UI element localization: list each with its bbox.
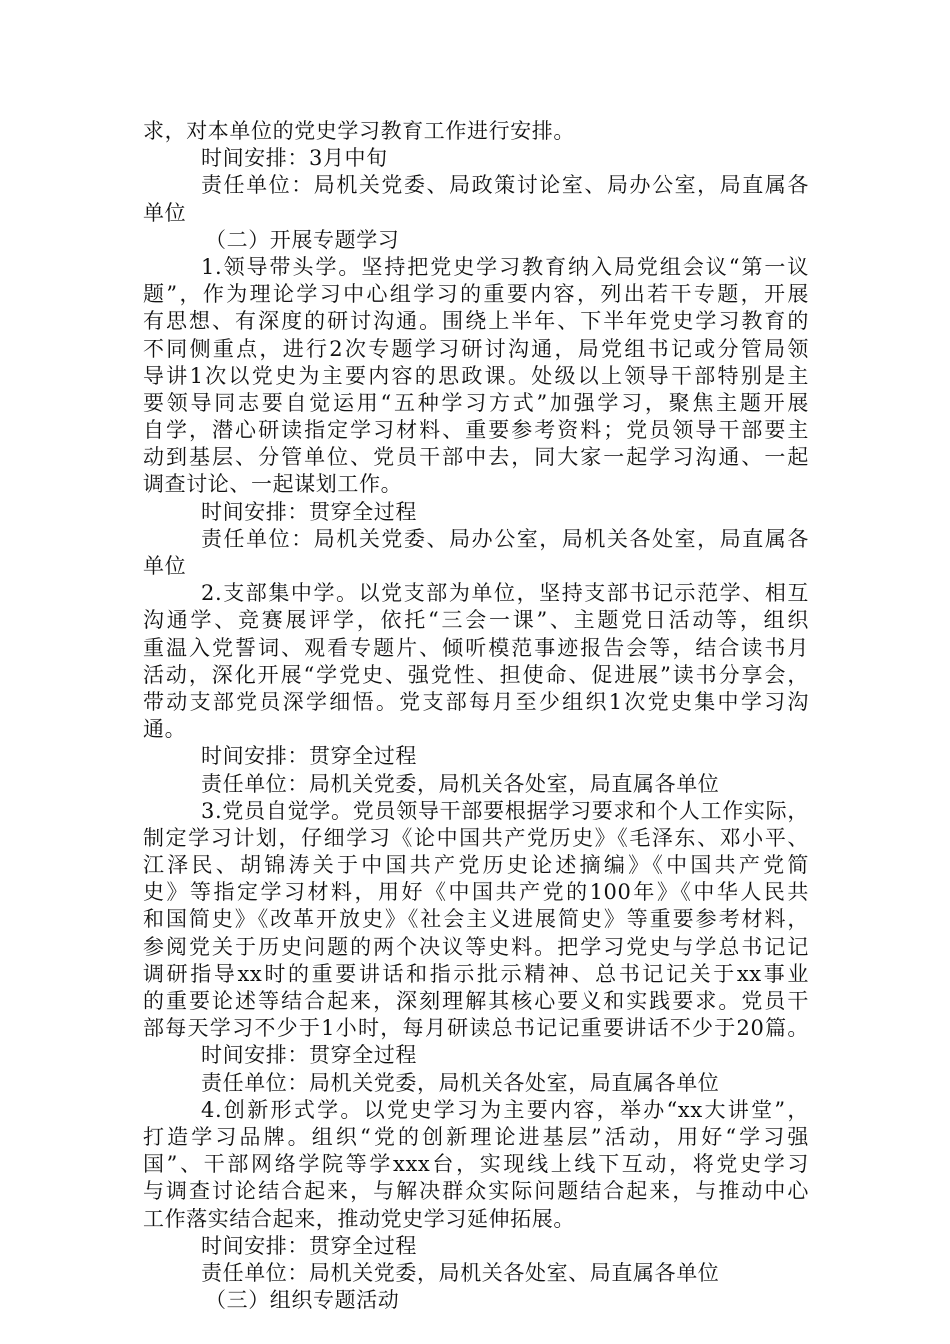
text-line: （三）组织专题活动 (205, 1288, 400, 1313)
text-line: 史》等指定学习材料，用好《中国共产党的100年》《中华人民共 (143, 880, 809, 905)
text-line: 参阅党关于历史问题的两个决议等史料。把学习党史与学总书记记 (143, 934, 809, 959)
text-line: 部每天学习不少于1小时，每月研读总书记记重要讲话不少于20篇。 (143, 1016, 809, 1041)
text-line: 责任单位：局机关党委，局机关各处室，局直属各单位 (201, 1070, 720, 1095)
text-line: 题”，作为理论学习中心组学习的重要内容，列出若干专题，开展 (143, 282, 809, 307)
document-page (143, 118, 809, 1314)
text-line: 打造学习品牌。组织“党的创新理论进基层”活动，用好“学习强 (143, 1124, 809, 1149)
text-line: 国”、干部网络学院等学xxx台，实现线上线下互动，将党史学习 (143, 1152, 809, 1177)
text-line: 与调查讨论结合起来，与解决群众实际问题结合起来，与推动中心 (143, 1179, 809, 1204)
text-line: 江泽民、胡锦涛关于中国共产党历史论述摘编》《中国共产党简 (143, 853, 809, 878)
text-line: 责任单位：局机关党委，局机关各处室、局直属各单位 (201, 1260, 720, 1285)
text-line: 带动支部党员深学细悟。党支部每月至少组织1次党史集中学习沟 (143, 689, 809, 714)
text-line: 导讲1次以党史为主要内容的思政课。处级以上领导干部特别是主 (143, 363, 809, 388)
text-line: 和国简史》《改革开放史》《社会主义进展简史》等重要参考材料， (143, 907, 809, 932)
text-line: 时间安排：3月中旬 (201, 146, 388, 171)
text-line: 责任单位：局机关党委、局政策讨论室、局办公室，局直属各 (201, 173, 809, 198)
text-line: 单位 (143, 200, 187, 225)
text-line: 通。 (143, 717, 187, 742)
text-line: 工作落实结合起来，推动党史学习延伸拓展。 (143, 1206, 575, 1231)
text-line: 责任单位：局机关党委、局办公室，局机关各处室，局直属各 (201, 526, 809, 551)
text-line: 制定学习计划，仔细学习《论中国共产党历史》《毛泽东、邓小平、 (143, 825, 809, 850)
text-line: 重温入党誓词、观看专题片、倾听模范事迹报告会等，结合读书月 (143, 635, 809, 660)
text-line: 时间安排：贯穿全过程 (201, 744, 417, 769)
text-line: 自学，潜心研读指定学习材料、重要参考资料；党员领导干部要主 (143, 418, 809, 443)
text-line: 1.领导带头学。坚持把党史学习教育纳入局党组会议“第一议 (201, 254, 809, 279)
text-line: 动到基层、分管单位、党员干部中去，同大家一起学习沟通、一起 (143, 445, 809, 470)
text-line: 有思想、有深度的研讨沟通。围绕上半年、下半年党史学习教育的 (143, 309, 809, 334)
text-line: 沟通学、竞赛展评学，依托“三会一课”、主题党日活动等，组织 (143, 608, 809, 633)
text-line: 4.创新形式学。以党史学习为主要内容，举办“xx大讲堂”， (201, 1097, 809, 1122)
text-line: 责任单位：局机关党委，局机关各处室，局直属各单位 (201, 771, 720, 796)
text-line: 时间安排：贯穿全过程 (201, 1233, 417, 1258)
text-line: 3.党员自觉学。党员领导干部要根据学习要求和个人工作实际， (201, 798, 809, 823)
text-line: 的重要论述等结合起来，深刻理解其核心要义和实践要求。党员干 (143, 989, 809, 1013)
text-line: 求，对本单位的党史学习教育工作进行安排。 (143, 119, 575, 143)
text-line: 活动，深化开展“学党史、强党性、担使命、促进展”读书分享会， (143, 662, 809, 687)
text-line: 时间安排：贯穿全过程 (201, 499, 417, 524)
text-line: 调查讨论、一起谋划工作。 (143, 472, 403, 497)
text-line: 2.支部集中学。以党支部为单位，坚持支部书记示范学、相互 (201, 581, 809, 606)
text-line: 调研指导xx时的重要讲话和指示批示精神、总书记记关于xx事业 (143, 961, 809, 986)
text-line: 要领导同志要自觉运用“五种学习方式”加强学习，聚焦主题开展 (143, 390, 809, 415)
text-line: （二）开展专题学习 (205, 227, 400, 252)
text-line: 时间安排：贯穿全过程 (201, 1043, 417, 1068)
text-line: 不同侧重点，进行2次专题学习研讨沟通，局党组书记或分管局领 (143, 336, 809, 361)
text-line: 单位 (143, 554, 187, 578)
